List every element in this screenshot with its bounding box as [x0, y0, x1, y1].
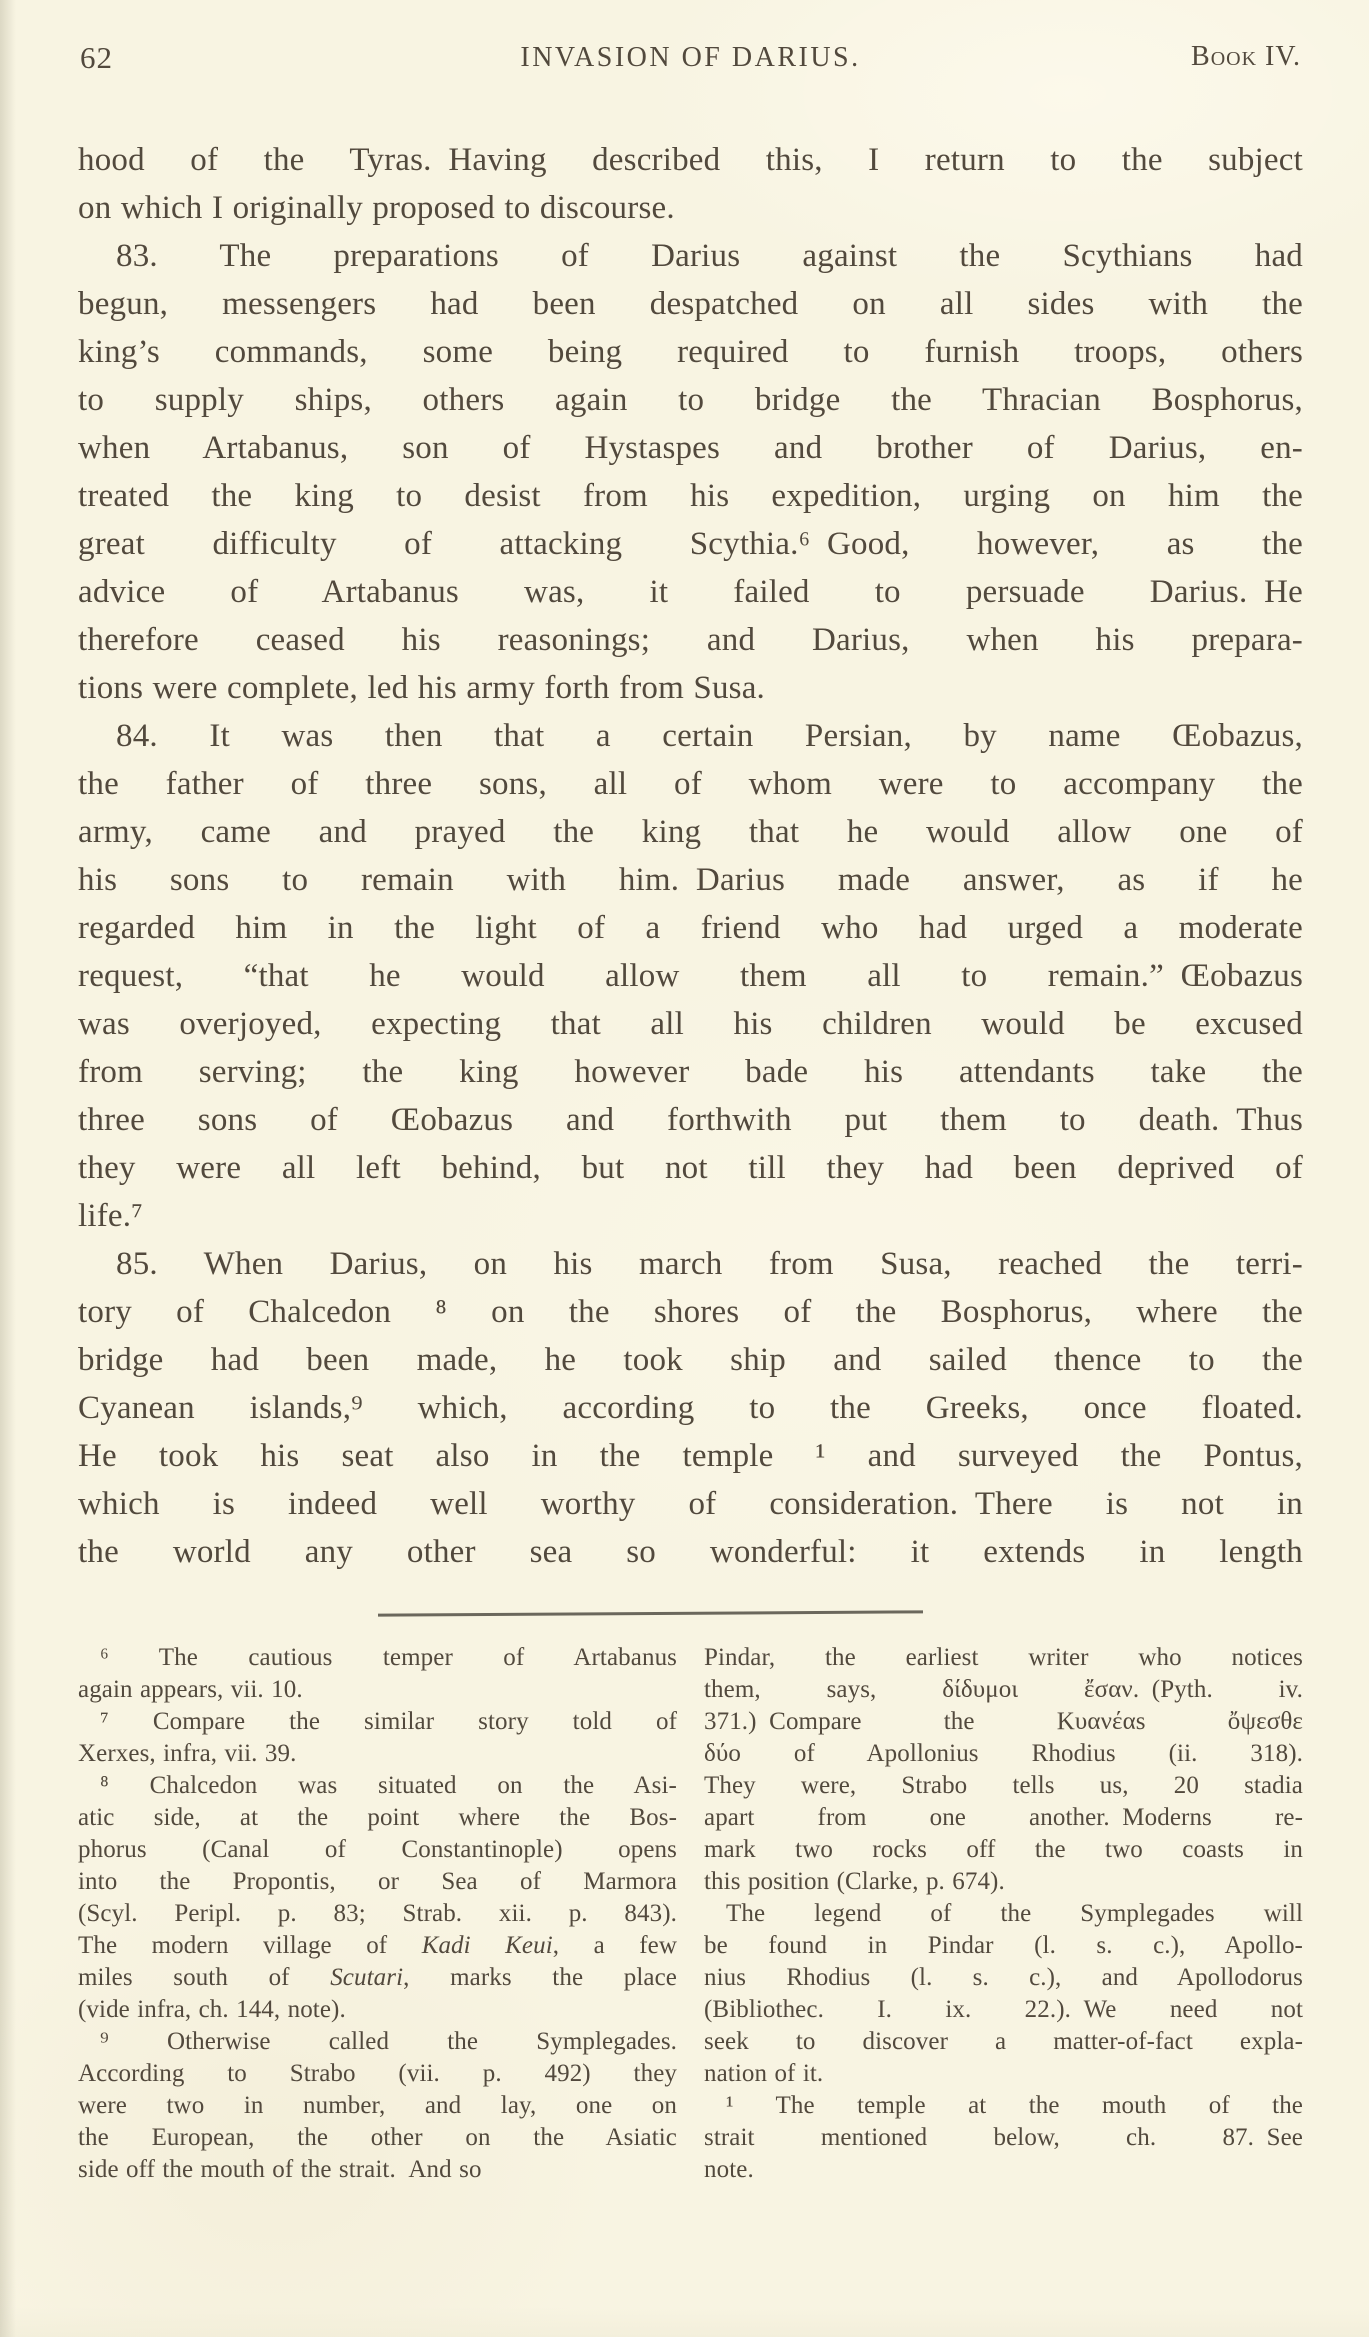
body-text-line: 83. The preparations of Darius against the Scythians had — [116, 238, 1303, 274]
body-text-line: regarded him in the light of a friend who had urged a moderate — [78, 910, 1303, 946]
book-label: Book IV. — [1191, 41, 1301, 72]
running-title: INVASION OF DARIUS. — [520, 42, 861, 73]
page-header — [78, 40, 1303, 80]
body-text-line: Cyanean islands,⁹ which, according to the Greeks, once floated. — [78, 1390, 1303, 1426]
footnote-line: were two in number, and lay, one on — [78, 2092, 677, 2119]
body-text-line: bridge had been made, he took ship and sailed thence to the — [78, 1342, 1303, 1378]
body-text-line: 85. When Darius, on his march from Susa, reached the terri- — [116, 1246, 1303, 1282]
body-text-line: He took his seat also in the temple ¹ and surveyed the Pontus, — [78, 1438, 1303, 1474]
footnote-line: The legend of the Symplegades will — [726, 1900, 1303, 1927]
body-text-line: his sons to remain with him. Darius made answer, as if he — [78, 862, 1303, 898]
body-text-line: on which I originally proposed to discourse. — [78, 190, 675, 226]
footnote-line: (Scyl. Peripl. p. 83; Strab. xii. p. 843). — [78, 1900, 677, 1927]
body-text — [78, 136, 1303, 1576]
body-text-line: great difficulty of attacking Scythia.⁶ Good, however, as the — [78, 526, 1303, 562]
body-text-line: king’s commands, some being required to furnish troops, others — [78, 334, 1303, 370]
footnote-line: ¹ The temple at the mouth of the — [726, 2092, 1303, 2119]
body-text-line: the world any other sea so wonderful: it extends in length — [78, 1534, 1303, 1570]
body-text-line: army, came and prayed the king that he would allow one of — [78, 814, 1303, 850]
body-text-line: therefore ceased his reasonings; and Darius, when his prepara- — [78, 622, 1303, 658]
footnote-line: side off the mouth of the strait. And so — [78, 2156, 482, 2183]
footnotes-right-column — [704, 1642, 1303, 2186]
body-text-line: begun, messengers had been despatched on all sides with the — [78, 286, 1303, 322]
footnote-line: phorus (Canal of Constantinople) opens — [78, 1836, 677, 1863]
body-text-line: advice of Artabanus was, it failed to persuade Darius. He — [78, 574, 1303, 610]
footnote-line: nation of it. — [704, 2060, 824, 2087]
footnote-line: into the Propontis, or Sea of Marmora — [78, 1868, 677, 1895]
body-text-line: they were all left behind, but not till they had been deprived of — [78, 1150, 1303, 1186]
footnote-line: be found in Pindar (l. s. c.), Apollo- — [704, 1932, 1303, 1959]
footnote-line: note. — [704, 2156, 754, 2183]
body-text-line: hood of the Tyras. Having described this, I return to the subject — [78, 142, 1303, 178]
footnote-line: Pindar, the earliest writer who notices — [704, 1644, 1303, 1671]
body-text-line: treated the king to desist from his expedition, urging on him the — [78, 478, 1303, 514]
footnote-separator-rule — [378, 1610, 923, 1616]
footnote-line: δύο of Apollonius Rhodius (ii. 318). — [704, 1740, 1303, 1767]
footnote-line: Xerxes, infra, vii. 39. — [78, 1740, 297, 1767]
body-text-line: from serving; the king however bade his attendants take the — [78, 1054, 1303, 1090]
body-text-line: to supply ships, others again to bridge the Thracian Bosphorus, — [78, 382, 1303, 418]
footnote-line: (vide infra, ch. 144, note). — [78, 1996, 346, 2023]
footnote-line: The modern village of Kadi Keui, a few — [78, 1932, 677, 1959]
footnote-line: mark two rocks off the two coasts in — [704, 1836, 1303, 1863]
footnote-line: ⁷ Compare the similar story told of — [100, 1708, 677, 1735]
footnote-line: ⁹ Otherwise called the Symplegades. — [100, 2028, 677, 2055]
body-text-line: three sons of Œobazus and forthwith put them to death. Thus — [78, 1102, 1303, 1138]
footnote-line: the European, the other on the Asiatic — [78, 2124, 677, 2151]
footnote-line: nius Rhodius (l. s. c.), and Apollodorus — [704, 1964, 1303, 1991]
footnote-line: again appears, vii. 10. — [78, 1676, 303, 1703]
footnote-line: ⁸ Chalcedon was situated on the Asi- — [100, 1772, 677, 1799]
body-text-line: when Artabanus, son of Hystaspes and brother of Darius, en- — [78, 430, 1303, 466]
body-text-line: 84. It was then that a certain Persian, by name Œobazus, — [116, 718, 1303, 754]
footnote-line: (Bibliothec. I. ix. 22.). We need not — [704, 1996, 1303, 2023]
footnote-line: According to Strabo (vii. p. 492) they — [78, 2060, 677, 2087]
footnote-line: this position (Clarke, p. 674). — [704, 1868, 1005, 1895]
footnote-line: They were, Strabo tells us, 20 stadia — [704, 1772, 1303, 1799]
footnote-line: them, says, δίδυμοι ἔσαν. (Pyth. iv. — [704, 1676, 1303, 1703]
body-text-line: was overjoyed, expecting that all his children would be excused — [78, 1006, 1303, 1042]
body-text-line: tions were complete, led his army forth from Susa. — [78, 670, 766, 706]
footnote-line: strait mentioned below, ch. 87. See — [704, 2124, 1303, 2151]
footnote-line: apart from one another. Moderns re- — [704, 1804, 1303, 1831]
body-text-line: life.⁷ — [78, 1198, 143, 1234]
footnotes-left-column — [78, 1642, 677, 2186]
body-text-line: the father of three sons, all of whom were to accompany the — [78, 766, 1303, 802]
footnote-line: 371.) Compare the Κυανέαs ὄψεσθε — [704, 1708, 1303, 1735]
footnote-line: seek to discover a matter-of-fact expla- — [704, 2028, 1303, 2055]
footnote-line: ⁶ The cautious temper of Artabanus — [100, 1644, 677, 1671]
footnote-line: miles south of Scutari, marks the place — [78, 1964, 677, 1991]
body-text-line: request, “that he would allow them all to remain.” Œobazus — [78, 958, 1303, 994]
body-text-line: which is indeed well worthy of consideration. There is not in — [78, 1486, 1303, 1522]
footnote-line: atic side, at the point where the Bos- — [78, 1804, 677, 1831]
body-text-line: tory of Chalcedon ⁸ on the shores of the Bosphorus, where the — [78, 1294, 1303, 1330]
page-number: 62 — [80, 40, 113, 75]
